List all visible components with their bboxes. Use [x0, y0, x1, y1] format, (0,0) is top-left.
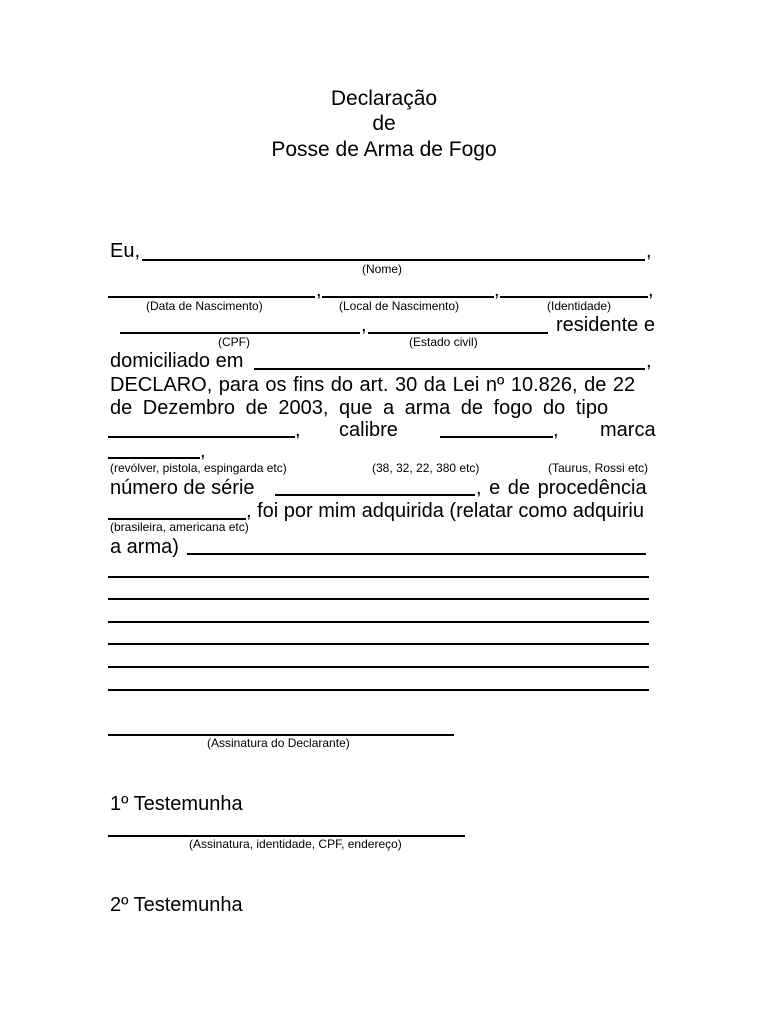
comma-2: , [494, 279, 500, 301]
local-nascimento-caption: (Local de Nascimento) [339, 299, 460, 313]
declaro-line2: de Dezembro de 2003, que a arma de fogo do tipo [110, 397, 609, 419]
relato-field-6[interactable] [108, 666, 649, 668]
document-title-line2: de [372, 112, 396, 135]
a-arma-text: a arma) [110, 536, 179, 558]
calibre-caption: (38, 32, 22, 380 etc) [372, 461, 480, 475]
marca-caption: (Taurus, Rossi etc) [548, 461, 649, 475]
relato-field-3[interactable] [108, 598, 649, 600]
comma-7: , [553, 419, 559, 441]
marca-text: marca [600, 419, 656, 441]
first-witness-label: 1º Testemunha [110, 793, 243, 815]
tipo-field[interactable] [108, 436, 295, 438]
relato-field-4[interactable] [108, 621, 649, 623]
eu-label: Eu, [110, 240, 141, 262]
comma-3: , [648, 279, 654, 301]
relato-field-1[interactable] [187, 553, 646, 555]
comma-8: , [200, 440, 206, 462]
assinatura-declarante-caption: (Assinatura do Declarante) [207, 736, 350, 750]
calibre-text: calibre [339, 419, 398, 441]
data-nascimento-caption: (Data de Nascimento) [146, 299, 263, 313]
nome-comma: , [646, 240, 652, 262]
document-title-line1: Declaração [330, 87, 438, 110]
numero-serie-text: número de série [110, 477, 255, 499]
estado-civil-field[interactable] [368, 332, 548, 334]
identidade-field[interactable] [500, 296, 648, 298]
estado-civil-caption: (Estado civil) [409, 335, 478, 349]
relato-field-2[interactable] [108, 576, 649, 578]
local-nascimento-field[interactable] [322, 296, 494, 298]
comma-4: , [361, 314, 367, 336]
calibre-field[interactable] [440, 436, 553, 438]
domiciliado-text: domiciliado em [110, 350, 244, 372]
marca-field[interactable] [108, 457, 200, 459]
numero-serie-field[interactable] [275, 494, 475, 496]
endereco-field[interactable] [254, 368, 645, 370]
identidade-caption: (Identidade) [547, 299, 612, 313]
comma-1: , [316, 279, 322, 301]
cpf-field[interactable] [120, 332, 360, 334]
relato-field-5[interactable] [108, 643, 649, 645]
document-title-line3: Posse de Arma de Fogo [271, 138, 497, 161]
comma-5: , [646, 350, 652, 372]
residente-text: residente e [556, 314, 655, 336]
procedencia-text: , e de procedência [476, 477, 647, 499]
cpf-caption: (CPF) [218, 335, 250, 349]
relato-field-7[interactable] [108, 689, 649, 691]
procedencia-caption: (brasileira, americana etc) [110, 520, 249, 534]
first-witness-caption: (Assinatura, identidade, CPF, endereço) [189, 837, 402, 851]
adquirida-text: , foi por mim adquirida (relatar como adquiriu [246, 500, 644, 522]
nome-caption: (Nome) [362, 262, 403, 276]
second-witness-label: 2º Testemunha [110, 894, 243, 916]
tipo-caption: (revólver, pistola, espingarda etc) [110, 461, 287, 475]
declaro-line1: DECLARO, para os fins do art. 30 da Lei nº 10.826, de 22 [110, 374, 636, 396]
nome-field[interactable] [142, 259, 645, 261]
data-nascimento-field[interactable] [108, 296, 315, 298]
comma-6: , [295, 419, 301, 441]
